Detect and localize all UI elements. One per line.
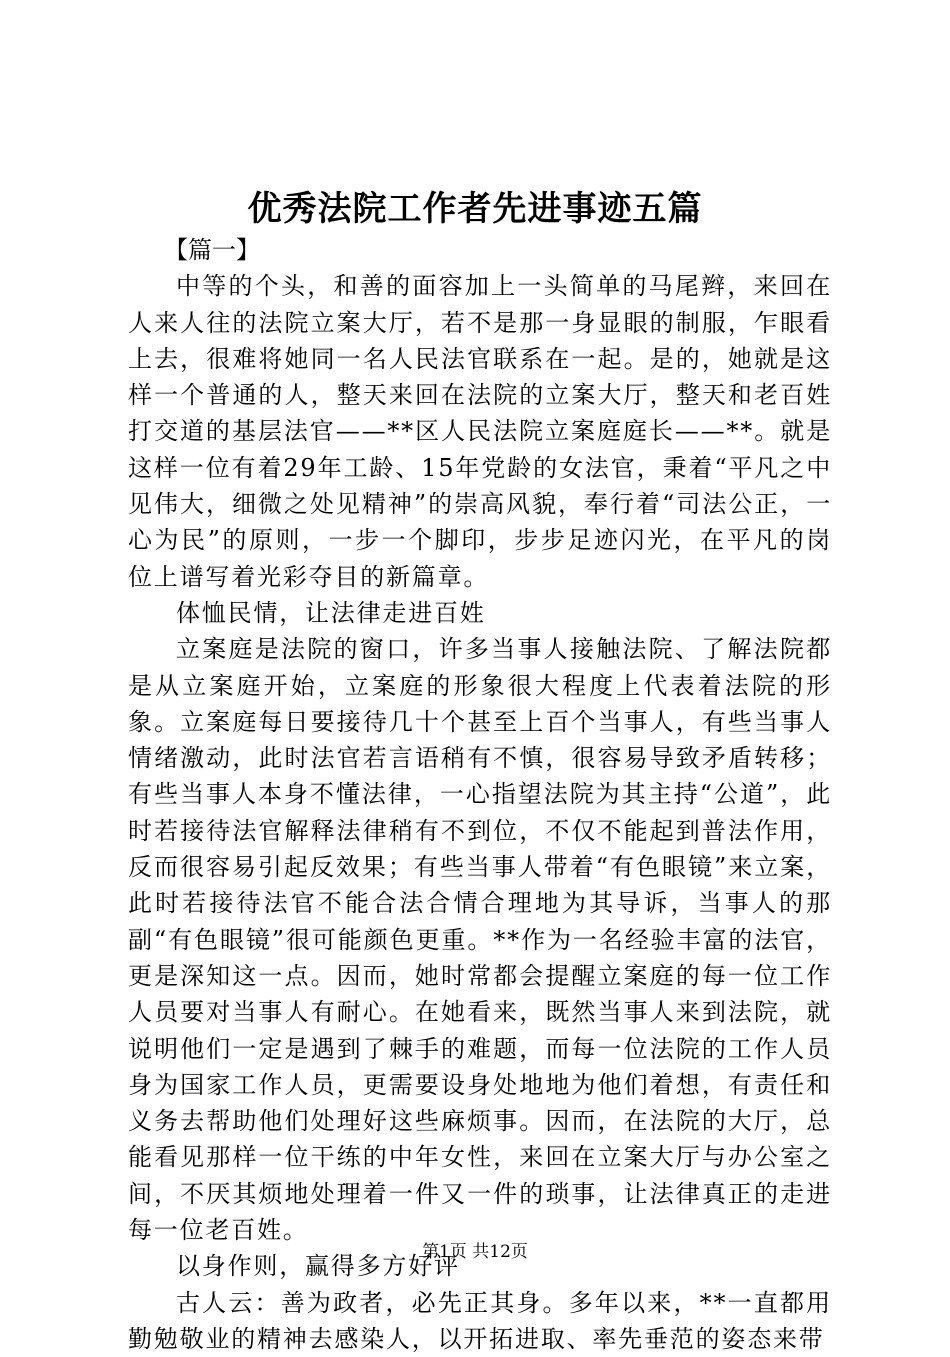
- section-heading-1: 体恤民情，让法律走进百姓: [176, 598, 486, 627]
- document-body: [128, 232, 832, 1357]
- document-title: 优秀法院工作者先进事迹五篇: [247, 189, 703, 229]
- paragraph-intro: 中等的个头，和善的面容加上一头简单的马尾辫，来回在人来人往的法院立案大厅，若不是那一身显眼的制服，乍眼看上去，很难将她同一名人民法官联系在一起。是的，她就是这样一个普通的人，整天来回在法院的立案大厅，整天和老百姓打交道的基层法官——**区人民法院立案庭庭长——**。就是这样一位有着29年工龄、15年党龄的女法官，秉着“平凡之中见伟大，细微之处见精神”的崇高风貌，奉行着“司法公正，一心为民”的原则，一步一个脚印，步步足迹闪光，在平凡的岗位上谱写着光彩夺目的新篇章。: [128, 272, 832, 591]
- section-label: 【篇一】: [164, 236, 260, 264]
- section-heading-2: 以身作则，赢得多方好评: [176, 1252, 460, 1281]
- paragraph-lead-by-example: 古人云：善为政者，必先正其身。多年以来，**一直都用勤勉敬业的精神去感染人，以开拓进取、率先垂范的姿态来带: [128, 1288, 832, 1353]
- page-footer: 第1页 共12页: [422, 1242, 528, 1262]
- paragraph-filing-court: 立案庭是法院的窗口，许多当事人接触法院、了解法院都是从立案庭开始，立案庭的形象很大程度上代表着法院的形象。立案庭每日要接待几十个甚至上百个当事人，有些当事人情绪激动，此时法官若言语稍有不慎，很容易导致矛盾转移；有些当事人本身不懂法律，一心指望法院为其主持“公道”，此时若接待法官解释法律稍有不到位，不仅不能起到普法作用，反而很容易引起反效果；有些当事人带着“有色眼镜”来立案，此时若接待法官不能合法合情合理地为其导诉，当事人的那副“有色眼镜”很可能颜色更重。**作为一名经验丰富的法官，更是深知这一点。因而，她时常都会提醒立案庭的每一位工作人员要对当事人有耐心。在她看来，既然当事人来到法院，就说明他们一定是遇到了棘手的难题，而每一位法院的工作人员身为国家工作人员，更需要设身处地地为他们着想，有责任和义务去帮助他们处理好这些麻烦事。因而，在法院的大厅，总能看见那样一位干练的中年女性，来回在立案大厅与办公室之间，不厌其烦地处理着一件又一件的琐事，让法律真正的走进每一位老百姓。: [128, 635, 832, 1245]
